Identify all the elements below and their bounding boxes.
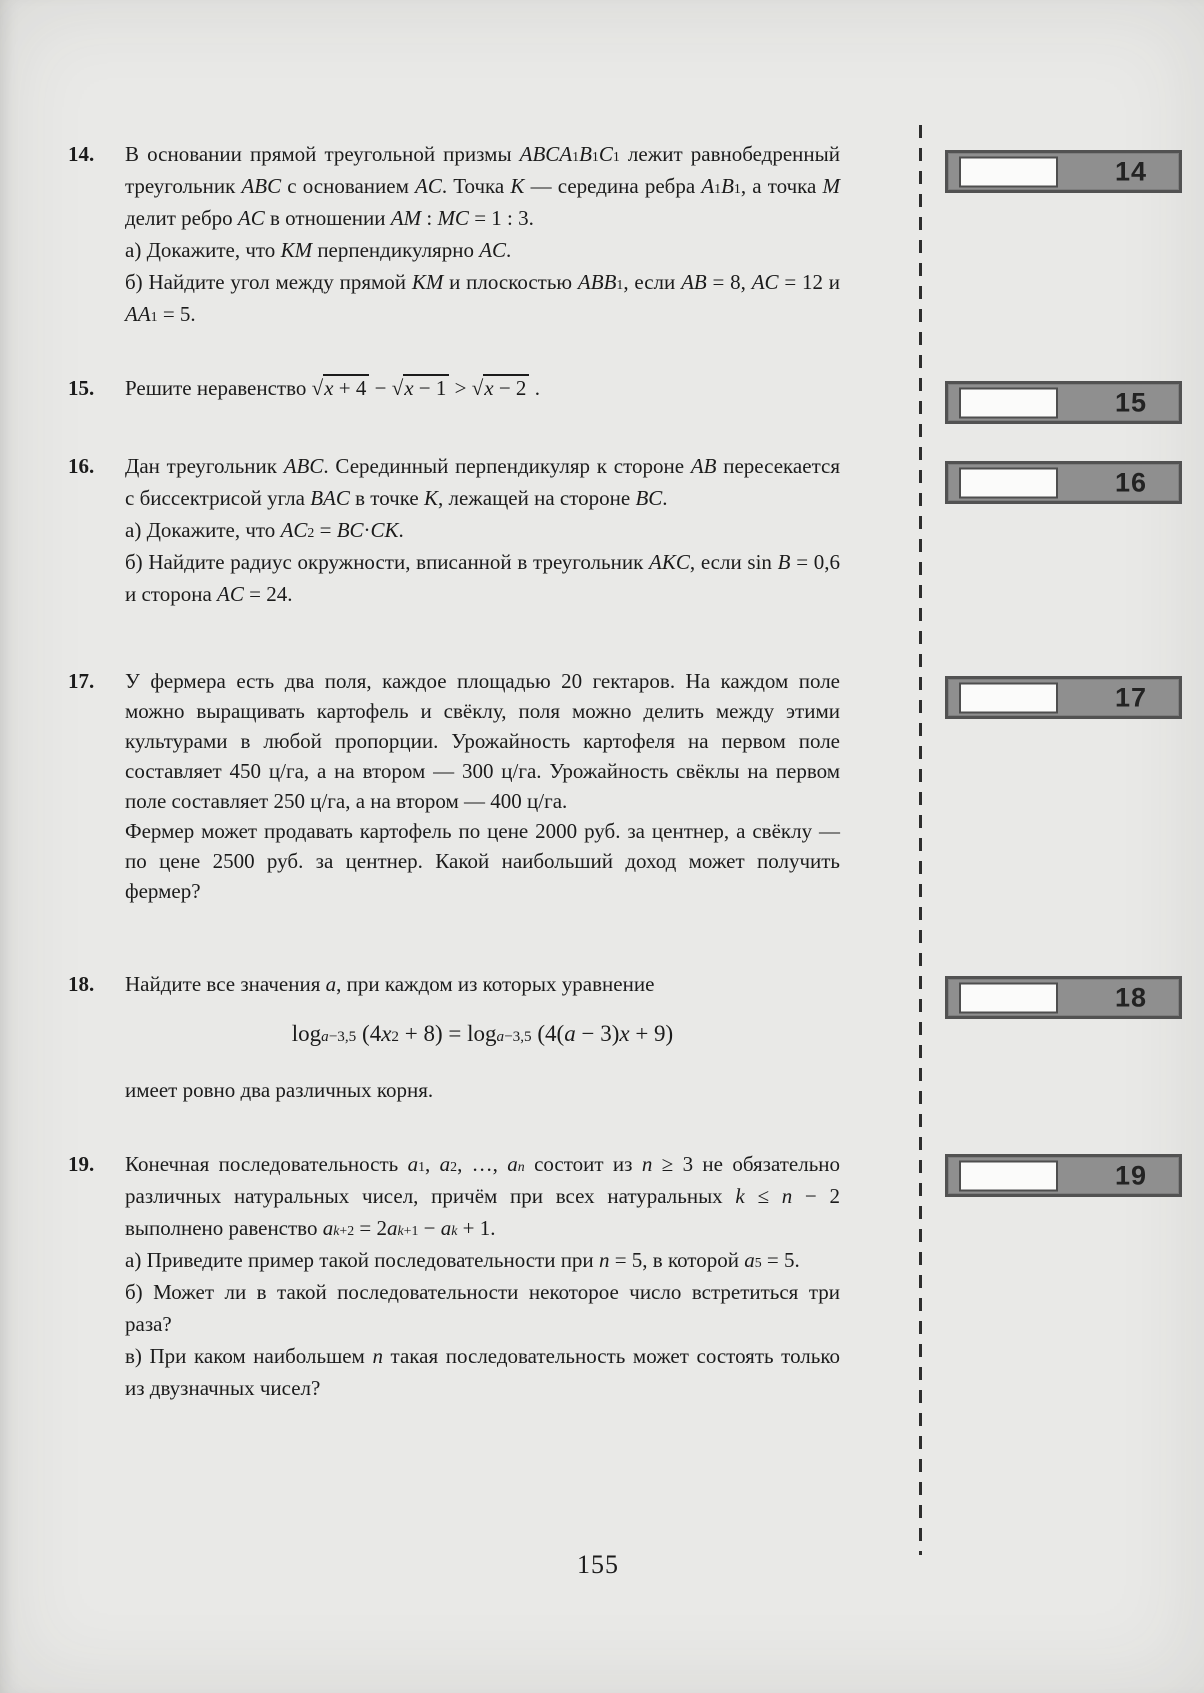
problem-body [125, 666, 840, 906]
problem-part-b: б) Найдите радиус окружности, вписанной в треугольник AKC, если sin B = 0,6 и сторона AC = 24. [125, 550, 841, 606]
problem-part-a: а) Приведите пример такой последовательности при n = 5, в которой $a_5 = 5$. [125, 1248, 800, 1272]
problem-15 [68, 372, 840, 404]
problem-14 [68, 138, 840, 330]
problem-19 [68, 1148, 840, 1404]
problem-part-v: в) При каком наибольшем n такая последовательность может состоять только из двузначных чисел? [125, 1344, 841, 1400]
problem-number: 16. [68, 454, 95, 478]
problem-18 [68, 968, 840, 1106]
problem-paragraph: Дан треугольник ABC. Серединный перпендикуляр к стороне AB пересекается с биссектрисой угла BAC в точке K, лежащей на стороне BC. [125, 454, 840, 510]
dashed-cut-line [919, 125, 922, 1555]
answer-box-15 [945, 381, 1182, 424]
answer-blank-field [959, 1160, 1058, 1191]
problem-part-a: а) Докажите, что $AC^2 = BC\cdot CK$. [125, 518, 404, 542]
display-formula: $\log_{a-3,5} (4x^2 + 8) = \log_{a-3,5} (4(a - 3)x + 9)$ [291, 1021, 674, 1046]
answer-box-number: 15 [1114, 387, 1148, 417]
answer-blank-field [959, 682, 1058, 713]
problem-body [125, 372, 840, 404]
problem-part-a: а) Докажите, что KM перпендикулярно AC. [125, 238, 512, 262]
problem-part-b: б) Найдите угол между прямой KM и плоскостью $ABB_1$, если AB = 8, AC = 12 и $AA_1 = 5$. [125, 270, 840, 326]
page-number: 155 [577, 1550, 619, 1579]
answer-blank-field [959, 467, 1058, 498]
problem-paragraph: В основании прямой треугольной призмы $ABCA_1B_1C_1$ лежит равнобедренный треугольник ABC с основанием AC. Точка K — середина ребра $A_1B_1$, а точка M делит ребро AC в отношении AM : MC = 1 : 3. [125, 142, 841, 230]
problem-body [125, 138, 840, 330]
answer-box-16 [945, 461, 1182, 504]
answer-box-17 [945, 676, 1182, 719]
problem-number: 18. [68, 972, 95, 996]
problem-number: 17. [68, 669, 95, 693]
problem-body [125, 450, 840, 610]
answer-box-number: 18 [1114, 982, 1148, 1012]
problem-17 [68, 666, 840, 906]
problem-16 [68, 450, 840, 610]
problem-body [125, 968, 840, 1106]
problem-number: 19. [68, 1152, 95, 1176]
answer-box-18 [945, 976, 1182, 1019]
answer-blank-field [959, 156, 1058, 187]
answer-box-number: 16 [1114, 467, 1148, 497]
problem-paragraph: Решите неравенство √x + 4 − √x − 1 > √x − 2 . [125, 376, 540, 400]
answer-box-number: 19 [1114, 1160, 1148, 1190]
answer-blank-field [959, 982, 1058, 1013]
answer-blank-field [959, 387, 1058, 418]
problem-number: 15. [68, 376, 95, 400]
answer-box-19 [945, 1154, 1182, 1197]
answer-box-number: 17 [1114, 682, 1148, 712]
answer-box-14 [945, 150, 1182, 193]
problem-paragraph: Найдите все значения a, при каждом из которых уравнение [125, 972, 655, 996]
problem-paragraph: У фермера есть два поля, каждое площадью 20 гектаров. На каждом поле можно выращивать картофель и свёклу, поля можно делить между этими культурами в любой пропорции. Урожайность картофеля на первом поле составляет 450 ц/га, а на втором — 300 ц/га. Урожайность свёклы на первом поле составляет 250 ц/га, а на втором — 400 ц/га. [125, 669, 840, 813]
problem-paragraph: Фермер может продавать картофель по цене 2000 руб. за центнер, а свёклу — по цене 2500 руб. за центнер. Какой наибольший доход может получить фермер? [125, 819, 840, 903]
answer-box-number: 14 [1114, 156, 1148, 186]
problem-number: 14. [68, 142, 95, 166]
problem-body [125, 1148, 840, 1404]
problem-part-b: б) Может ли в такой последовательности некоторое число встретиться три раза? [125, 1280, 840, 1336]
problem-paragraph: Конечная последовательность $a_1$, $a_2$, …, $a_n$ состоит из n ≥ 3 не обязательно различных натуральных чисел, причём при всех натуральных k ≤ n − 2 выполнено равенство $a_{k+2} = 2a_{k+1} - a_k + 1$. [125, 1152, 841, 1240]
problem-paragraph: имеет ровно два различных корня. [125, 1078, 434, 1102]
